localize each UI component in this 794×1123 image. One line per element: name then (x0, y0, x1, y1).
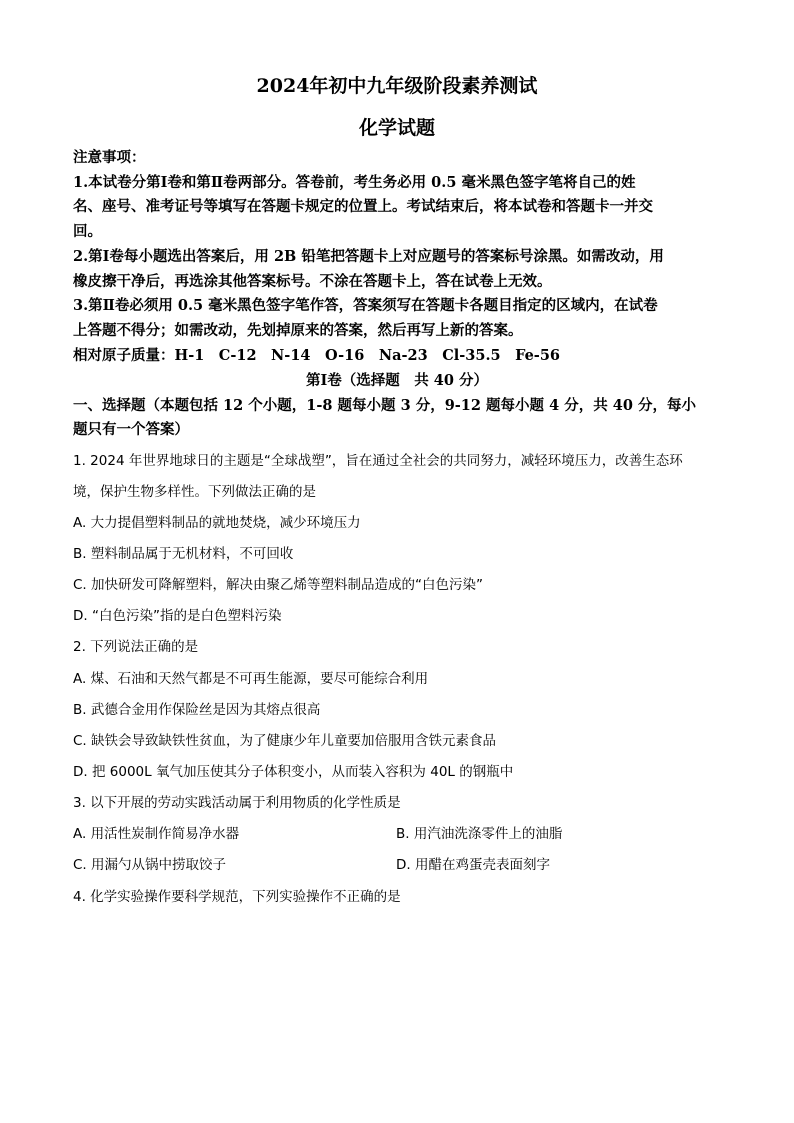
q2-option-c: C. 缺铁会导致缺铁性贫血，为了健康少年儿童要加倍服用含铁元素食品 (73, 733, 497, 749)
q2-option-d: D. 把 6000L 氧气加压使其分子体积变小，从而装入容积为 40L 的钢瓶中 (73, 764, 514, 780)
q1-option-a: A. 大力提倡塑料制品的就地焚烧，减少环境压力 (73, 515, 361, 531)
note-line-6: 3.第Ⅱ卷必须用 0.5 毫米黑色签字笔作答，答案须写在答题卡各题目指定的区域内，在试卷 (73, 297, 658, 314)
atomic-mass-line: 相对原子质量：H-1 C-12 N-14 O-16 Na-23 Cl-35.5 Fe-56 (73, 347, 561, 364)
q3-option-b: B. 用汽油洗涤零件上的油脂 (396, 826, 563, 842)
part-heading-line-2: 题只有一个答案） (73, 421, 189, 438)
q2-stem: 2. 下列说法正确的是 (73, 639, 199, 655)
q1-option-b: B. 塑料制品属于无机材料，不可回收 (73, 546, 294, 562)
q3-stem: 3. 以下开展的劳动实践活动属于利用物质的化学性质是 (73, 795, 401, 811)
q3-option-c: C. 用漏勺从锅中捞取饺子 (73, 857, 227, 873)
q1-stem-line-2: 境，保护生物多样性。下列做法正确的是 (73, 484, 316, 500)
q1-option-d: D. “白色污染”指的是白色塑料污染 (73, 608, 282, 624)
note-line-4: 2.第Ⅰ卷每小题选出答案后，用 2B 铅笔把答题卡上对应题号的答案标号涂黑。如需改动，用 (73, 248, 664, 265)
note-line-2: 名、座号、准考证号等填写在答题卡规定的位置上。考试结束后，将本试卷和答题卡一并交 (73, 198, 653, 215)
section-title: 第Ⅰ卷（选择题 共 40 分） (305, 372, 489, 389)
q3-option-a: A. 用活性炭制作简易净水器 (73, 826, 240, 842)
exam-subtitle: 化学试题 (358, 117, 435, 139)
q1-option-c: C. 加快研发可降解塑料，解决由聚乙烯等塑料制品造成的“白色污染” (73, 577, 483, 593)
notes-heading: 注意事项： (73, 149, 146, 166)
note-line-3: 回。 (73, 223, 102, 240)
exam-title: 2024年初中九年级阶段素养测试 (256, 75, 538, 97)
part-heading-line-1: 一、选择题（本题包括 12 个小题，1-8 题每小题 3 分，9-12 题每小题 4 分，共 40 分，每小 (73, 397, 696, 414)
q3-option-d: D. 用醋在鸡蛋壳表面刻字 (396, 857, 550, 873)
q2-option-a: A. 煤、石油和天然气都是不可再生能源，要尽可能综合利用 (73, 671, 429, 687)
note-line-7: 上答题不得分；如需改动，先划掉原来的答案，然后再写上新的答案。 (73, 322, 523, 339)
note-line-1: 1.本试卷分第Ⅰ卷和第Ⅱ卷两部分。答卷前，考生务必用 0.5 毫米黑色签字笔将自己的姓 (73, 174, 636, 191)
q4-stem: 4. 化学实验操作要科学规范，下列实验操作不正确的是 (73, 889, 401, 905)
note-line-5: 橡皮擦干净后，再选涂其他答案标号。不涂在答题卡上，答在试卷上无效。 (73, 273, 552, 290)
q2-option-b: B. 武德合金用作保险丝是因为其熔点很高 (73, 702, 321, 718)
q1-stem-line-1: 1. 2024 年世界地球日的主题是“全球战塑”，旨在通过全社会的共同努力，减轻环境压力，改善生态环 (73, 453, 683, 469)
